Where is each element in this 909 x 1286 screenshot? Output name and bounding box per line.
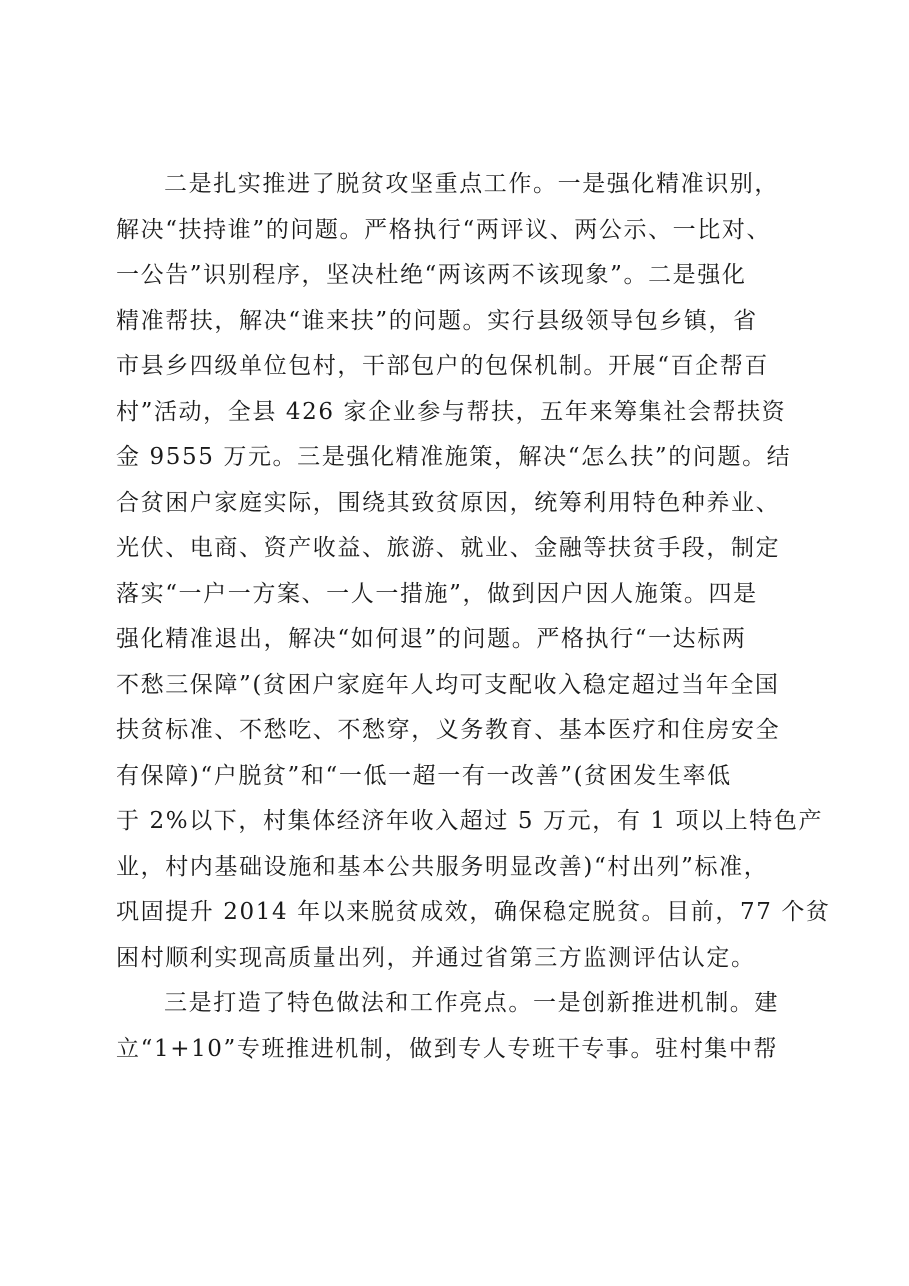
paragraph-line: 强化精准退出，解决“如何退”的问题。严格执行“一达标两 — [116, 626, 747, 652]
paragraph-line: 二是扎实推进了脱贫攻坚重点工作。一是强化精准识别， — [164, 171, 779, 197]
paragraph-line: 困村顺利实现高质量出列，并通过省第三方监测评估认定。 — [116, 944, 756, 971]
paragraph-line: 立“1+10”专班推进机制，做到专人专班干专事。驻村集中帮 — [116, 1035, 779, 1062]
paragraph-line: 合贫困户家庭实际，围绕其致贫原因，统筹利用特色种养业、 — [116, 489, 781, 516]
paragraph-line: 不愁三保障”(贫困户家庭年人均可支配收入稳定超过当年全国 — [116, 671, 780, 698]
document-body — [116, 162, 831, 1072]
paragraph-line: 有保障)“户脱贫”和“一低一超一有一改善”(贫困发生率低 — [116, 762, 732, 789]
paragraph-line: 村”活动，全县 426 家企业参与帮扶，五年来筹集社会帮扶资 — [116, 398, 787, 425]
paragraph-line: 市县乡四级单位包村，干部包户的包保机制。开展“百企帮百 — [116, 353, 769, 379]
paragraph-line: 落实“一户一方案、一人一措施”，做到因户因人施策。四是 — [116, 580, 758, 607]
paragraph-line: 业，村内基础设施和基本公共服务明显改善)“村出列”标准， — [116, 853, 769, 880]
paragraph-line: 巩固提升 2014 年以来脱贫成效，确保稳定脱贫。目前，77 个贫 — [116, 899, 831, 925]
paragraph-2 — [116, 162, 831, 981]
paragraph-3 — [116, 981, 800, 1072]
paragraph-line: 于 2%以下，村集体经济年收入超过 5 万元，有 1 项以上特色产 — [116, 808, 824, 834]
paragraph-line: 三是打造了特色做法和工作亮点。一是创新推进机制。建 — [164, 990, 779, 1016]
paragraph-line: 金 9555 万元。三是强化精准施策，解决“怎么扶”的问题。结 — [116, 444, 792, 470]
paragraph-line: 扶贫标准、不愁吃、不愁穿，义务教育、基本医疗和住房安全 — [116, 717, 781, 743]
paragraph-line: 精准帮扶，解决“谁来扶”的问题。实行县级领导包乡镇，省 — [116, 307, 758, 334]
paragraph-line: 一公告”识别程序，坚决杜绝“两该两不该现象”。二是强化 — [116, 262, 747, 288]
paragraph-line: 解决“扶持谁”的问题。严格执行“两评议、两公示、一比对、 — [116, 216, 772, 243]
paragraph-line: 光伏、电商、资产收益、旅游、就业、金融等扶贫手段，制定 — [116, 535, 781, 561]
